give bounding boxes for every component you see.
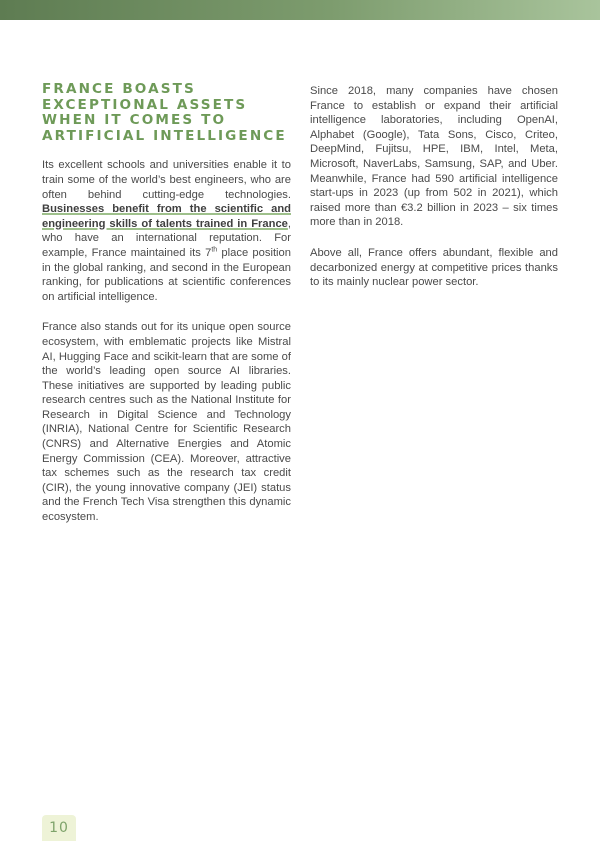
- page-number: 10: [42, 815, 76, 841]
- paragraph-text: , who have an international reputation. For example, France maintained its 7: [42, 217, 291, 259]
- left-column: [42, 82, 291, 541]
- heading-line-3: WHEN IT COMES TO: [42, 112, 227, 129]
- highlighted-text: Businesses benefit from the scientific and engineering skills of talents trained in France: [42, 203, 291, 230]
- heading-line-2: EXCEPTIONAL ASSETS: [42, 96, 248, 113]
- heading-line-1: FRANCE BOASTS: [42, 81, 196, 97]
- right-column: [310, 84, 558, 306]
- paragraph-text: Its excellent schools and universities enable it to train some of the world’s best engineers, who are often behind cutting-edge technologies.: [42, 159, 291, 201]
- paragraph-open-source: France also stands out for its unique open source ecosystem, with emblematic projects like Mistral AI, Hugging Face and scikit-learn that are some of the world’s leading open source AI libraries. These initiatives are supported by leading public research centres such as the National Institute for Research in Digital Science and Technology (INRIA), National Centre for Scientific Research (CNRS) and Alternative Energies and Atomic Energy Commission (CEA). Moreover, attractive tax schemes such as the research tax credit (CIR), the young innovative company (JEI) status and the French Tech Visa strengthen this dynamic ecosystem.: [42, 321, 291, 524]
- paragraph-energy: Above all, France offers abundant, flexible and decarbonized energy at competitive prices thanks to its mainly nuclear power sector.: [310, 246, 558, 289]
- paragraph-text: place position in the global ranking, and second in the European ranking, for publications at scientific conferences on artificial intelligence.: [42, 246, 291, 303]
- top-decorative-band: [0, 0, 600, 20]
- paragraph-schools: [42, 158, 291, 304]
- section-heading: [42, 82, 291, 144]
- superscript: th: [211, 246, 218, 254]
- heading-line-4: ARTIFICIAL INTELLIGENCE: [42, 127, 287, 144]
- paragraph-companies: Since 2018, many companies have chosen France to establish or expand their artificial intelligence laboratories, including OpenAI, Alphabet (Google), Tata Sons, Cisco, Criteo, DeepMind, Fujitsu, HPE, IBM, Intel, Meta, Microsoft, NaverLabs, Samsung, SAP, and Uber. Meanwhile, France had 590 artificial intelligence start-ups in 2023 (up from 502 in 2021), which raised more than €3.2 billion in 2023 – six times more than in 2018.: [310, 85, 558, 229]
